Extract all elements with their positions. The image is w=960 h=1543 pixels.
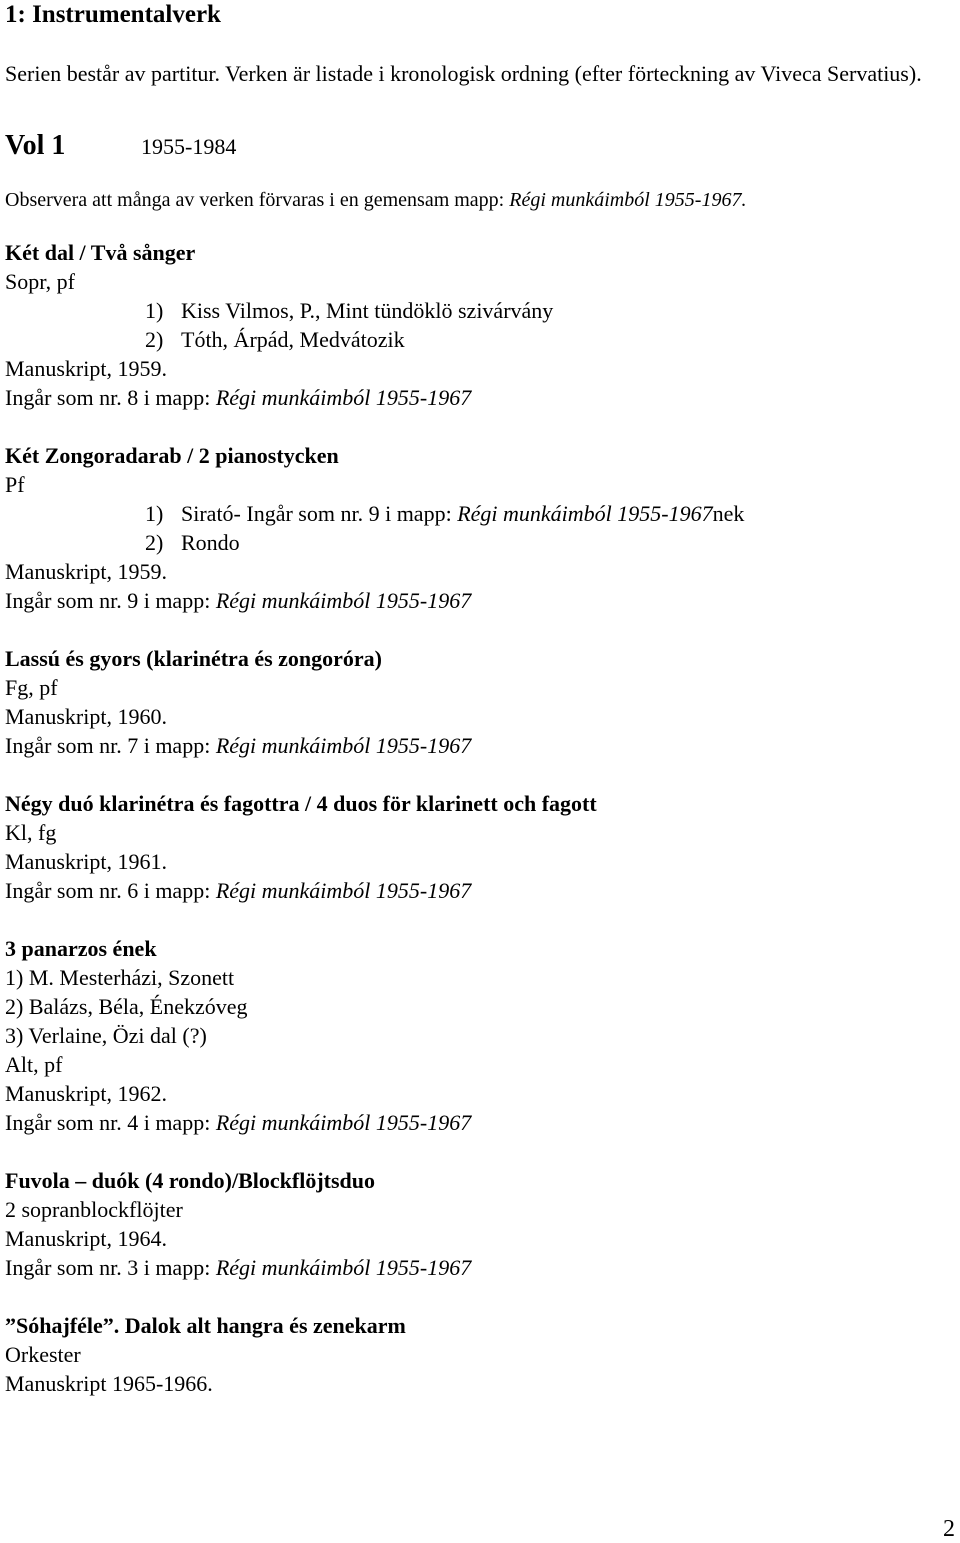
location-prefix: Ingår som nr. 8 i mapp: [5,385,216,410]
work-sub-item [5,296,955,325]
location-prefix: Ingår som nr. 3 i mapp: [5,1255,216,1280]
location-prefix: Ingår som nr. 6 i mapp: [5,878,216,903]
sub-item-text: Tóth, Árpád, Medvátozik [181,327,405,352]
work-instrumentation: Kl, fg [5,820,57,845]
work-sub-item [5,499,955,528]
sub-item-number: 2) [145,530,164,555]
sub-item-number: 2) [145,327,164,352]
volume-range: 1955-1984 [141,134,237,159]
work-title: Két Zongoradarab / 2 pianostycken [5,443,339,468]
work-manuscript: Manuskript, 1962. [5,1081,167,1106]
work-entry [5,1311,955,1398]
work-manuscript: Manuskript, 1961. [5,849,167,874]
work-entry [5,1166,955,1282]
work-title: Négy duó klarinétra és fagottra / 4 duos för klarinett och fagott [5,791,597,816]
location-folder: Régi munkáimból 1955-1967 [215,1255,472,1280]
sub-item-folder: Régi munkáimból 1955-1967 [457,501,713,526]
intro-paragraph: Serien består av partitur. Verken är listade i kronologisk ordning (efter förteckning av Viveca Servatius). [5,61,922,86]
work-manuscript: Manuskript, 1960. [5,704,167,729]
location-folder: Régi munkáimból 1955-1967 [215,733,472,758]
work-entry [5,238,955,412]
work-location [5,383,955,412]
sub-item-text: Rondo [181,530,240,555]
work-instrumentation: Sopr, pf [5,269,76,294]
work-song-line: 3) Verlaine, Özi dal (?) [5,1023,207,1048]
work-manuscript: Manuskript, 1959. [5,356,167,381]
work-title: Fuvola – duók (4 rondo)/Blockflöjtsduo [5,1168,376,1193]
work-entry [5,934,955,1137]
work-instrumentation: Alt, pf [5,1052,63,1077]
work-song-line: 1) M. Mesterházi, Szonett [5,965,235,990]
volume-label: Vol 1 [5,130,66,161]
work-instrumentation: Fg, pf [5,675,58,700]
work-title: ”Sóhajféle”. Dalok alt hangra és zenekarm [5,1313,406,1338]
work-entry [5,789,955,905]
location-folder: Régi munkáimból 1955-1967 [215,385,472,410]
work-location [5,876,955,905]
work-title: 3 panarzos ének [5,936,157,961]
work-title: Két dal / Två sånger [5,240,196,265]
sub-item-number: 1) [145,298,164,323]
work-title: Lassú és gyors (klarinétra és zongoróra) [5,646,383,671]
location-folder: Régi munkáimból 1955-1967 [215,588,472,613]
sub-item-text: Kiss Vilmos, P., Mint tündöklö szivárvány [181,298,554,323]
sub-item-suffix: nek [712,501,745,526]
work-manuscript: Manuskript, 1964. [5,1226,167,1251]
page-number: 2 [943,1516,955,1542]
work-instrumentation: 2 sopranblockflöjter [5,1197,183,1222]
sub-item-text: Sirató- Ingår som nr. 9 i mapp: [181,501,458,526]
folder-note-folder: Régi munkáimból 1955-1967. [509,189,747,211]
work-entry [5,441,955,615]
folder-note [5,186,955,215]
location-folder: Régi munkáimból 1955-1967 [215,878,472,903]
volume-line [5,128,955,164]
work-manuscript: Manuskript, 1959. [5,559,167,584]
location-prefix: Ingår som nr. 7 i mapp: [5,733,216,758]
work-manuscript: Manuskript 1965-1966. [5,1371,213,1396]
document-page [5,0,955,1398]
work-instrumentation: Orkester [5,1342,81,1367]
work-location [5,586,955,615]
work-entry [5,644,955,760]
work-sub-item [5,528,955,557]
work-location [5,1253,955,1282]
section-heading: 1: Instrumentalverk [5,1,221,28]
work-location [5,1108,955,1137]
location-folder: Régi munkáimból 1955-1967 [215,1110,472,1135]
work-song-line: 2) Balázs, Béla, Énekzóveg [5,994,248,1019]
folder-note-text: Observera att många av verken förvaras i en gemensam mapp: [5,189,510,211]
work-location [5,731,955,760]
location-prefix: Ingår som nr. 4 i mapp: [5,1110,216,1135]
location-prefix: Ingår som nr. 9 i mapp: [5,588,216,613]
work-instrumentation: Pf [5,472,25,497]
work-sub-item [5,325,955,354]
sub-item-number: 1) [145,501,164,526]
